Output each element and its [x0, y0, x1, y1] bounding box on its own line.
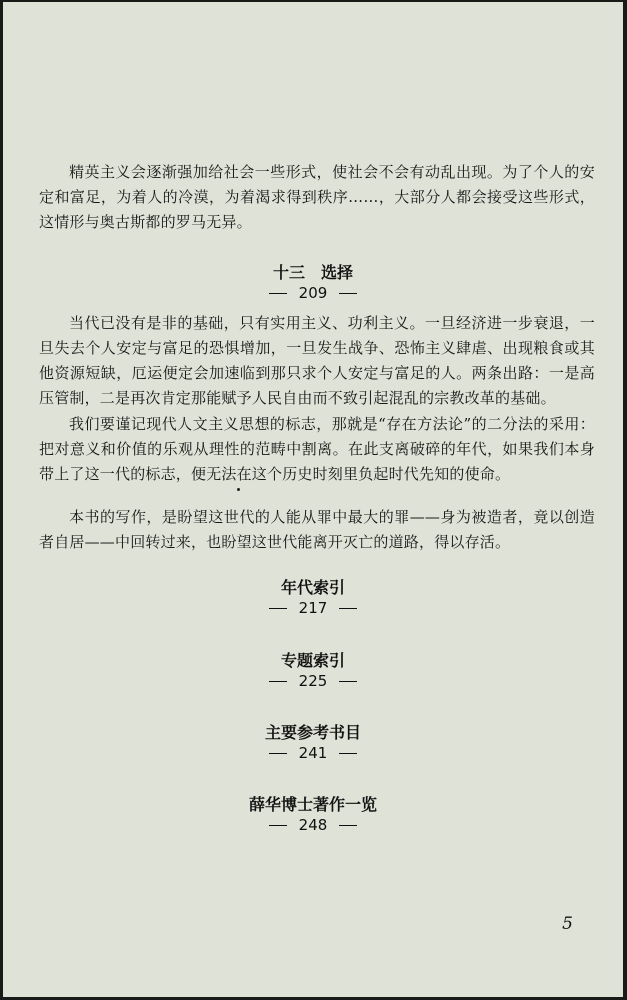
dash-right [339, 608, 357, 610]
section-page-number: 209 [298, 284, 328, 302]
section-paragraph-2: 我们要谨记现代人文主义思想的标志，那就是“存在方法论”的二分法的采用：把对意义和价值的乐观从理性的范畴中割离。在此支离破碎的年代，如果我们本身带上了这一代的标志，便无法在这个历史时刻里负起时代先知的使命。 [39, 415, 595, 483]
index-entry-page-line [3, 816, 623, 834]
index-entry-title: 年代索引 [280, 578, 345, 597]
section-title: 十三 选择 [272, 263, 353, 282]
dash-left [269, 753, 287, 755]
index-entry-page-line [3, 744, 623, 762]
index-entry-page-number: 248 [298, 816, 328, 834]
stray-mark [237, 488, 240, 491]
dash-right [339, 681, 357, 683]
index-entry-title: 专题索引 [280, 651, 345, 670]
dash-left [269, 608, 287, 610]
index-entry-page-line [3, 599, 623, 617]
section-page-line [3, 284, 623, 302]
dash-right [339, 825, 357, 827]
index-entry-page-number: 225 [298, 672, 328, 690]
dash-right [339, 753, 357, 755]
book-page [3, 2, 623, 997]
index-entry-page-number: 217 [298, 599, 328, 617]
dash-left [269, 825, 287, 827]
section-paragraph-3: 本书的写作，是盼望这世代的人能从罪中最大的罪——身为被造者，竟以创造者自居——中回转过来，也盼望这世代能离开灭亡的道路，得以存活。 [39, 508, 595, 551]
section-paragraph-1: 当代已没有是非的基础，只有实用主义、功利主义。一旦经济进一步衰退，一旦失去个人安定与富足的恐惧增加，一旦发生战争、恐怖主义肆虐、出现粮食或其他资源短缺，厄运便定会加速临到那只求个人安定与富足的人。两条出路：一是高压管制，二是再次肯定那能赋予人民自由而不致引起混乱的宗教改革的基础。 [39, 314, 595, 407]
index-entry-page-number: 241 [298, 744, 328, 762]
index-entry-title: 薛华博士著作一览 [248, 795, 377, 814]
page-folio-number: 5 [562, 914, 573, 934]
dash-right [339, 293, 357, 295]
intro-paragraph: 精英主义会逐渐强加给社会一些形式，使社会不会有动乱出现。为了个人的安定和富足，为着人的冷漠，为着渴求得到秩序……，大部分人都会接受这些形式，这情形与奥古斯都的罗马无异。 [39, 163, 595, 231]
dash-left [269, 293, 287, 295]
index-entry-title: 主要参考书目 [264, 723, 361, 742]
index-entry-page-line [3, 672, 623, 690]
dash-left [269, 681, 287, 683]
